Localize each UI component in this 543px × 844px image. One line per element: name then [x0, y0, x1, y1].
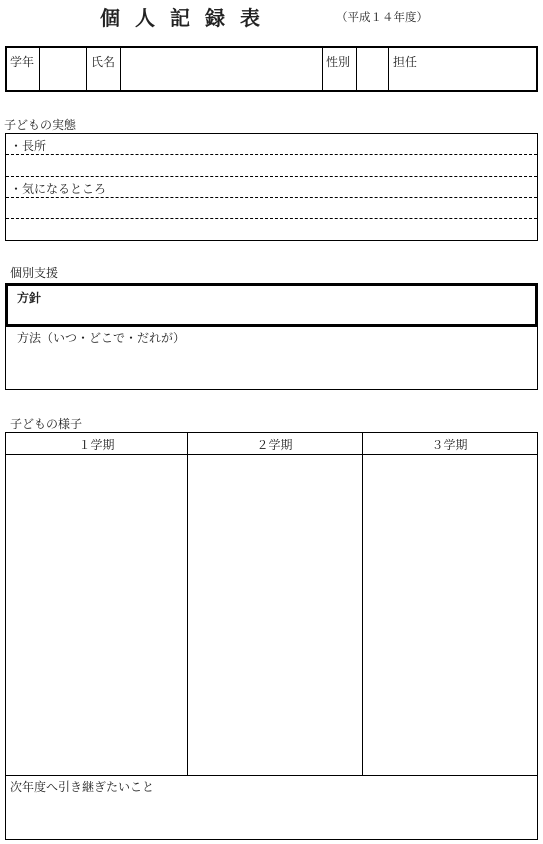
gender-label: 性別 [326, 55, 351, 69]
status-heading: 子どもの実態 [4, 118, 77, 132]
divider [322, 48, 323, 90]
fiscal-year: （平成１４年度） [336, 10, 428, 24]
concerns-label: ・気になるところ [10, 182, 107, 196]
dashed-line [6, 154, 537, 155]
method-box[interactable] [5, 326, 538, 390]
policy-label: 方針 [17, 291, 42, 305]
handover-field[interactable] [6, 776, 537, 839]
gender-field[interactable] [357, 48, 388, 90]
dashed-line [6, 197, 537, 198]
term-2-header: ２学期 [256, 438, 293, 452]
term-3-field[interactable] [363, 455, 537, 775]
page-title: 個人記録表 [100, 6, 275, 30]
teacher-label: 担任 [393, 55, 418, 69]
observation-heading: 子どもの様子 [10, 417, 83, 431]
term-1-header: １学期 [78, 438, 115, 452]
dashed-line [6, 218, 537, 219]
handover-label: 次年度へ引き継ぎたいこと [10, 780, 155, 794]
term-3-header: ３学期 [431, 438, 468, 452]
teacher-field[interactable] [389, 48, 536, 90]
dashed-line [6, 176, 537, 177]
grade-field[interactable] [40, 48, 86, 90]
divider [86, 48, 87, 90]
term-table [5, 432, 538, 840]
name-field[interactable] [121, 48, 322, 90]
concerns-field[interactable] [6, 199, 537, 217]
status-box [5, 133, 538, 241]
method-label: 方法（いつ・どこで・だれが） [17, 331, 186, 345]
term-2-field[interactable] [188, 455, 362, 775]
term-1-field[interactable] [6, 455, 187, 775]
name-label: 氏名 [91, 55, 116, 69]
strengths-label: ・長所 [10, 139, 47, 153]
support-heading: 個別支援 [10, 266, 59, 280]
policy-box[interactable] [5, 283, 538, 327]
student-info-table [5, 46, 538, 92]
strengths-field[interactable] [6, 156, 537, 174]
grade-label: 学年 [10, 55, 35, 69]
